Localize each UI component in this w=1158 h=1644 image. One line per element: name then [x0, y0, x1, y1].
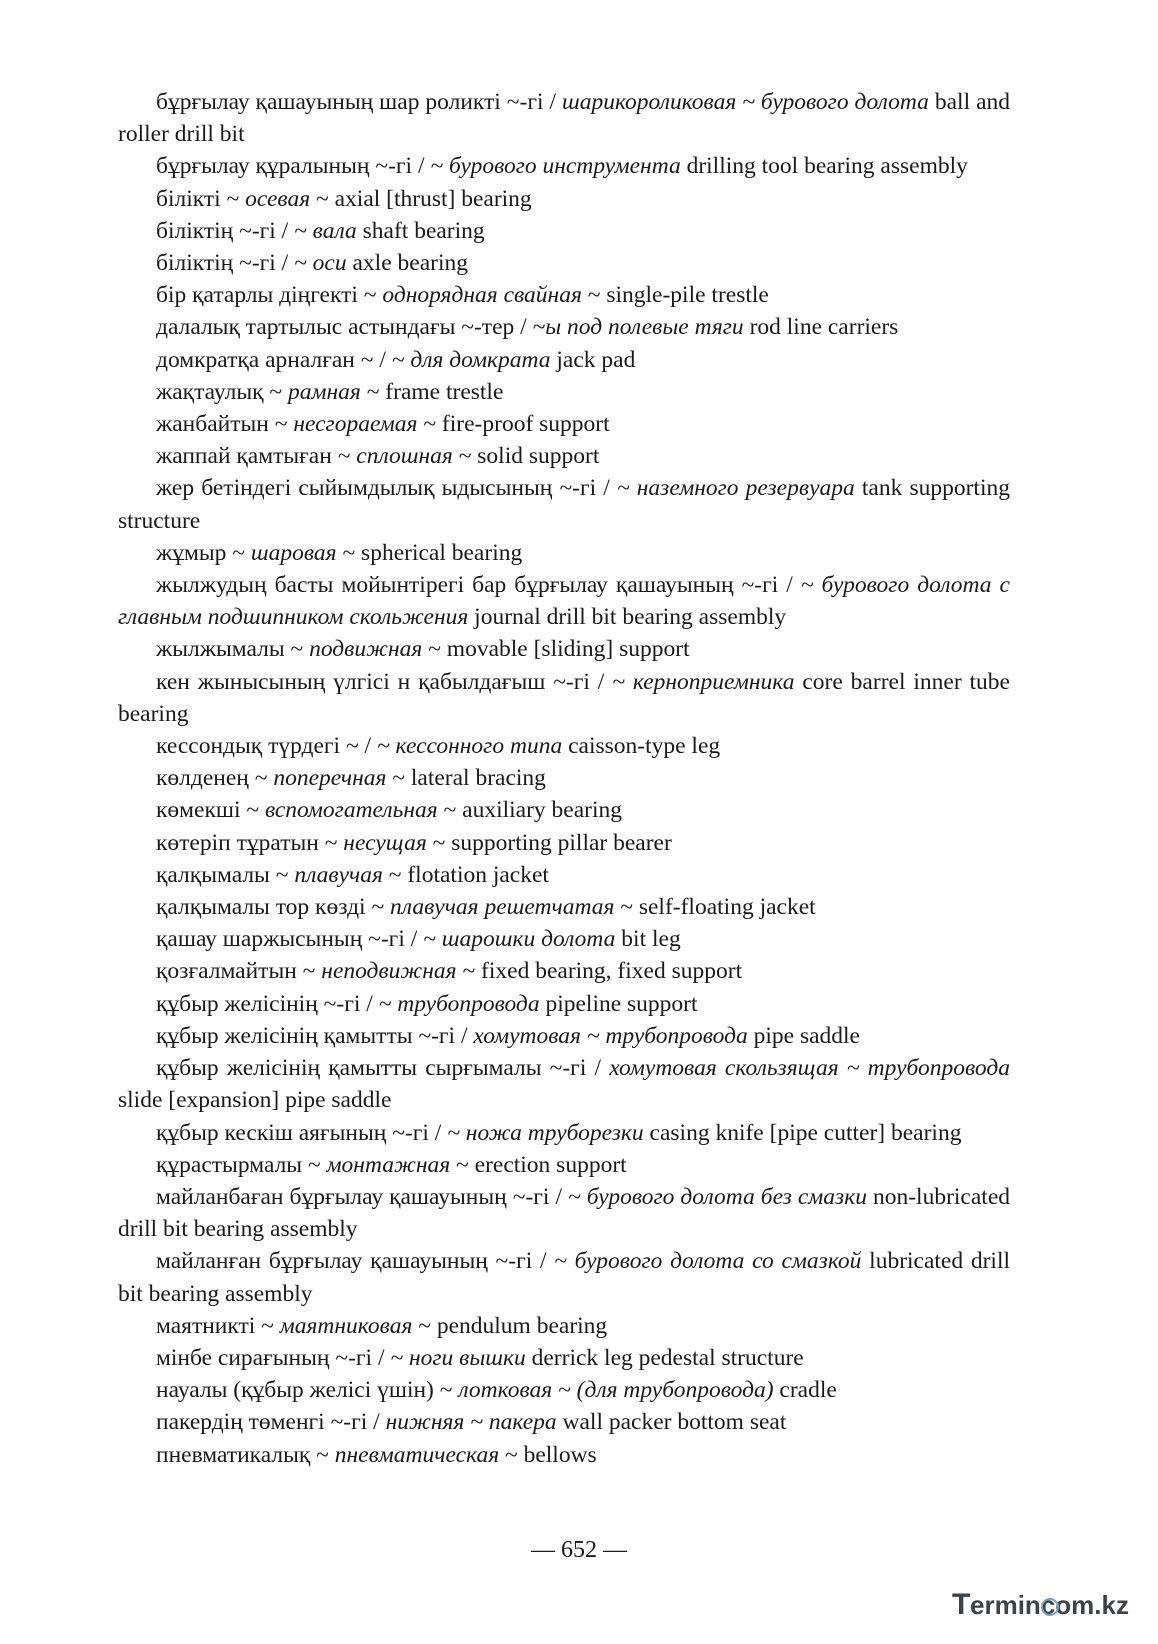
english-term: casing knife [pipe cutter] bearing: [643, 1119, 962, 1146]
kazakh-term: жер бетіндегі сыйымдылық ыдысының ~-гі /: [156, 475, 617, 502]
russian-term: ~ бурового долота без смазки: [568, 1183, 867, 1210]
kazakh-term: құбыр желісінің қамытты сырғымалы ~-гі /: [156, 1055, 610, 1082]
russian-term: несущая: [343, 829, 427, 856]
russian-term: пневматическая: [334, 1441, 500, 1468]
kazakh-term: қалқымалы ~: [156, 861, 295, 888]
dictionary-entry: [118, 183, 1010, 215]
kazakh-term: құрастырмалы ~: [156, 1151, 327, 1178]
english-term: ~ spherical bearing: [336, 539, 523, 566]
page-number: — 652 —: [531, 1537, 627, 1563]
dictionary-entry: [118, 859, 1010, 891]
kazakh-term: құбыр кескіш аяғының ~-гі /: [156, 1119, 448, 1146]
russian-term: вспомогательная: [264, 797, 438, 824]
english-term: non-lubricated drill bit bearing assembly: [118, 1183, 1011, 1243]
english-term: ~ flotation jacket: [382, 861, 549, 888]
russian-term: хомутовая ~ трубопровода: [473, 1022, 748, 1049]
russian-term: хомутовая скользящая ~ трубопровода: [609, 1055, 1010, 1082]
english-term: ~ frame trestle: [360, 378, 504, 405]
kazakh-term: қозғалмайтын ~: [156, 958, 322, 985]
russian-term: ~ трубопровода: [378, 990, 540, 1017]
kazakh-term: кен жынысының үлгісі н қабылдағыш ~-гі /: [156, 668, 613, 695]
russian-term: ~ы под полевые тяги: [532, 314, 744, 341]
dictionary-entry: [118, 1181, 1010, 1245]
kazakh-term: далалық тартылыс астындағы ~-тер /: [156, 314, 533, 341]
dictionary-entry: [118, 666, 1010, 730]
english-term: ~ bellows: [499, 1441, 597, 1468]
kazakh-term: көлденең ~: [156, 765, 274, 792]
english-term: pipe saddle: [747, 1022, 860, 1049]
kazakh-term: құбыр желісінің ~-гі /: [156, 990, 379, 1017]
russian-term: плавучая: [294, 861, 383, 888]
dictionary-entry: [118, 891, 1010, 923]
russian-term: подвижная: [309, 636, 423, 663]
kazakh-term: домкратқа арналған ~ /: [156, 346, 392, 373]
kazakh-term: қалқымалы тор көзді ~: [156, 894, 391, 921]
kazakh-term: кессондық түрдегі ~ /: [156, 733, 377, 760]
dictionary-entry: [118, 1439, 1010, 1471]
kazakh-term: көтеріп тұратын ~: [156, 829, 344, 856]
english-term: slide [expansion] pipe saddle: [118, 1087, 392, 1114]
russian-term: ~ ножа труборезки: [447, 1119, 644, 1146]
dictionary-entry: [118, 344, 1010, 376]
russian-term: ~ кессонного типа: [376, 733, 563, 760]
russian-term: сплошная: [356, 443, 453, 470]
kazakh-term: бұрғылау қашауының шар роликті ~-гі /: [156, 89, 562, 115]
russian-term: рамная: [288, 378, 361, 405]
russian-term: ~ для домкрата: [391, 346, 551, 373]
english-term: shaft bearing: [356, 217, 485, 244]
dictionary-entry: [118, 1117, 1010, 1149]
english-term: ~ movable [sliding] support: [422, 636, 690, 663]
kazakh-term: маятникті ~: [156, 1312, 280, 1339]
dictionary-entries: [118, 86, 1010, 1471]
dictionary-entry: [118, 408, 1010, 440]
dictionary-entry: [118, 150, 1010, 182]
dictionary-entry: [118, 1406, 1010, 1438]
russian-term: лотковая ~ (для трубопровода): [458, 1377, 774, 1404]
dictionary-entry: [118, 730, 1010, 762]
english-term: bit leg: [615, 926, 681, 953]
kazakh-term: құбыр желісінің қамытты ~-гі /: [156, 1022, 474, 1049]
russian-term: ~ бурового долота с главным подшипником скольжения: [118, 572, 1010, 631]
russian-term: монтажная: [326, 1151, 451, 1178]
dictionary-entry: [118, 988, 1010, 1020]
dictionary-entry: [118, 472, 1010, 536]
english-term: ~ single-pile trestle: [581, 282, 769, 309]
dictionary-entry: [118, 537, 1010, 569]
russian-term: маятниковая: [279, 1312, 413, 1339]
svg-text:ermincom.kz: ermincom.kz: [970, 1590, 1129, 1620]
english-term: ~ fixed bearing, fixed support: [456, 958, 743, 985]
english-term: jack pad: [550, 346, 636, 373]
russian-term: поперечная: [273, 765, 387, 792]
kazakh-term: қашау шаржысының ~-гі /: [156, 926, 424, 953]
dictionary-entry: [118, 215, 1010, 247]
dictionary-entry: [118, 633, 1010, 665]
english-term: cradle: [773, 1377, 837, 1404]
russian-term: несгораемая: [293, 411, 418, 438]
dictionary-entry: [118, 311, 1010, 343]
dictionary-entry: [118, 1374, 1010, 1406]
english-term: ~ self-floating jacket: [614, 894, 816, 921]
russian-term: неподвижная: [321, 958, 457, 985]
dictionary-entry: [118, 440, 1010, 472]
russian-term: однорядная свайная: [382, 282, 582, 309]
kazakh-term: науалы (құбыр желісі үшін) ~: [156, 1377, 459, 1404]
dictionary-entry: [118, 955, 1010, 987]
english-term: derrick leg pedestal structure: [525, 1344, 804, 1371]
dictionary-entry: [118, 1052, 1010, 1116]
russian-term: шарикороликовая ~ бурового долота: [561, 89, 929, 115]
kazakh-term: жылжудың басты мойынтірегі бар бұрғылау қашауының ~-гі /: [156, 572, 801, 599]
dictionary-entry: [118, 1342, 1010, 1374]
russian-term: нижняя ~ пакера: [385, 1409, 557, 1436]
russian-term: ~ бурового долота со смазкой: [554, 1248, 862, 1275]
kazakh-term: білікті ~: [156, 185, 246, 212]
english-term: core barrel inner tube bearing: [118, 668, 1010, 727]
english-term: caisson-type leg: [562, 733, 721, 760]
dictionary-entry: [118, 569, 1010, 633]
dictionary-entry: [118, 923, 1010, 955]
dictionary-entry: [118, 1149, 1010, 1181]
dictionary-entry: [118, 86, 1010, 150]
russian-term: ~ шарошки долота: [423, 926, 616, 953]
russian-term: шаровая: [250, 539, 337, 566]
english-term: ~ erection support: [450, 1151, 627, 1178]
svg-text:T: T: [952, 1588, 971, 1621]
kazakh-term: көмекші ~: [156, 797, 265, 824]
watermark-logo-icon: [948, 1578, 1148, 1628]
kazakh-term: жанбайтын ~: [156, 411, 294, 438]
english-term: drilling tool bearing assembly: [680, 153, 968, 180]
dictionary-entry: [118, 279, 1010, 311]
english-term: ball and roller drill bit: [118, 89, 1011, 148]
english-term: ~ supporting pillar bearer: [426, 829, 672, 856]
english-term: ~ axial [thrust] bearing: [310, 185, 532, 212]
kazakh-term: жаппай қамтыған ~: [156, 443, 357, 470]
kazakh-term: жақтаулық ~: [156, 378, 288, 405]
kazakh-term: жылжымалы ~: [156, 636, 310, 663]
russian-term: осевая: [245, 185, 311, 212]
kazakh-term: пневматикалық ~: [156, 1441, 335, 1468]
kazakh-term: мінбе сирағының ~-гі /: [156, 1344, 391, 1371]
english-term: ~ fire-proof support: [417, 411, 610, 438]
english-term: axle bearing: [346, 250, 468, 277]
kazakh-term: майланған бұрғылау қашауының ~-гі /: [156, 1248, 555, 1275]
english-term: ~ solid support: [452, 443, 600, 470]
english-term: tank supporting structure: [118, 475, 1010, 534]
kazakh-term: бір қатарлы діңгекті ~: [156, 282, 383, 309]
dictionary-entry: [118, 762, 1010, 794]
english-term: journal drill bit bearing assembly: [468, 604, 787, 631]
dictionary-entry: [118, 1020, 1010, 1052]
kazakh-term: біліктің ~-гі /: [156, 250, 295, 277]
russian-term: ~ вала: [294, 217, 357, 244]
english-term: pipeline support: [539, 990, 698, 1017]
dictionary-entry: [118, 376, 1010, 408]
english-term: ~ auxiliary bearing: [437, 797, 622, 824]
english-term: ~ pendulum bearing: [412, 1312, 608, 1339]
russian-term: ~ керноприемника: [612, 668, 795, 695]
dictionary-entry: [118, 794, 1010, 826]
english-term: wall packer bottom seat: [556, 1409, 787, 1436]
kazakh-term: майланбаған бұрғылау қашауының ~-гі /: [156, 1183, 568, 1210]
kazakh-term: пакердің төменгі ~-гі /: [156, 1409, 386, 1436]
kazakh-term: жұмыр ~: [156, 539, 251, 566]
english-term: lubricated drill bit bearing assembly: [118, 1248, 1011, 1307]
termincom-watermark-logo: [948, 1578, 1148, 1628]
russian-term: ~ бурового инструмента: [430, 153, 681, 180]
english-term: rod line carriers: [743, 314, 899, 341]
kazakh-term: біліктің ~-гі /: [156, 217, 295, 244]
dictionary-entry: [118, 1310, 1010, 1342]
russian-term: ~ ноги вышки: [390, 1344, 526, 1371]
russian-term: плавучая решетчатая: [390, 894, 615, 921]
dictionary-entry: [118, 827, 1010, 859]
kazakh-term: бұрғылау құралының ~-гі /: [156, 153, 431, 180]
russian-term: ~ оси: [294, 250, 347, 277]
dictionary-entry: [118, 1245, 1010, 1309]
russian-term: ~ наземного резервуара: [616, 475, 855, 502]
dictionary-entry: [118, 247, 1010, 279]
english-term: ~ lateral bracing: [386, 765, 546, 792]
